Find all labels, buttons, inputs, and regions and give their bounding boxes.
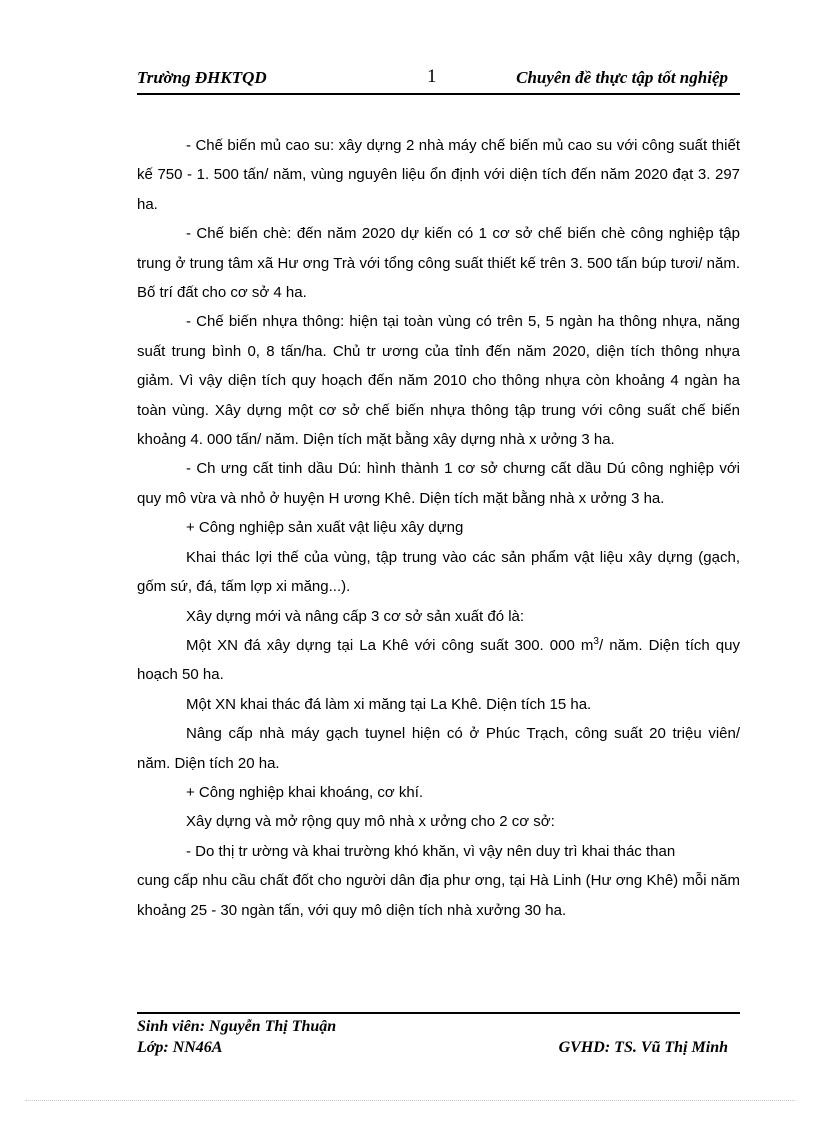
document-body — [137, 131, 740, 925]
header-school: Trường ĐHKTQD — [137, 68, 267, 87]
section-mining: + Công nghiệp khai khoáng, cơ khí. — [186, 783, 424, 801]
footer-advisor: GVHD: TS. Vũ Thị Minh — [558, 1039, 728, 1056]
page-bottom-edge — [25, 1100, 795, 1101]
paragraph-pine-resin: - Chế biến nhựa thông: hiện tại toàn vùng có trên 5, 5 ngàn ha thông nhựa, năng suất trung bình 0, 8 tấn/ha. Chủ tr ương của tỉnh đến năm 2020, diện tích thông nhựa giảm. Vì vậy diện tích quy hoạch đến năm 2010 cho thông nhựa còn khoảng 4 ngàn ha toàn vùng. Xây dựng một cơ sở chế biến nhựa thông tập trung với công suất chế biến khoảng 4. 000 tấn/ năm. Diện tích mặt bằng xây dựng nhà x ưởng 3 ha. — [137, 313, 740, 449]
header-rule — [137, 93, 740, 95]
paragraph-three-facilities: Xây dựng mới và nâng cấp 3 cơ sở sản xuất đó là: — [186, 607, 525, 625]
paragraph-stone-quarry: Một XN đá xây dựng tại La Khê với công suất 300. 000 $m^3/$ năm. Diện tích quy hoạch 50 ha. — [137, 635, 740, 684]
footer-rule — [137, 1012, 740, 1014]
paragraph-coal-line1: - Do thị tr ường và khai trường khó khăn, vì vậy nên duy trì khai thác than — [186, 842, 676, 860]
paragraph-two-facilities: Xây dựng và mở rộng quy mô nhà x ưởng cho 2 cơ sở: — [186, 813, 555, 831]
section-building-materials: + Công nghiệp sản xuất vật liệu xây dựng — [186, 519, 464, 537]
footer-class: Lớp: NN46A — [137, 1039, 223, 1056]
paragraph-tea: - Chế biến chè: đến năm 2020 dự kiến có 1 cơ sở chế biến chè công nghiệp tập trung ở trung tâm xã Hư ơng Trà với tổng công suất thiết kế trên 3. 500 tấn búp tươi/ năm. Bố trí đất cho cơ sở 4 ha. — [137, 225, 740, 302]
paragraph-du-oil: - Ch ưng cất tinh dầu Dú: hình thành 1 cơ sở chưng cất dầu Dú công nghiệp với quy mô vừa và nhỏ ở huyện H ương Khê. Diện tích mặt bằng nhà x ưởng 3 ha. — [137, 460, 740, 507]
paragraph-brick-factory: Nâng cấp nhà máy gạch tuynel hiện có ở Phúc Trạch, công suất 20 triệu viên/ năm. Diện tích 20 ha. — [137, 725, 740, 772]
paragraph-materials-intro: Khai thác lợi thế của vùng, tập trung vào các sản phẩm vật liệu xây dựng (gạch, gốm sứ, đá, tấm lợp xi măng...). — [137, 548, 740, 596]
footer-student: Sinh viên: Nguyễn Thị Thuận — [137, 1018, 337, 1035]
paragraph-coal-rest: cung cấp nhu cầu chất đốt cho người dân địa phư ơng, tại Hà Linh (Hư ơng Khê) mỗi năm khoảng 25 - 30 ngàn tấn, với quy mô diện tích nhà xưởng 30 ha. — [137, 872, 740, 919]
page-number: 1 — [427, 66, 437, 87]
header-report-title: Chuyên đề thực tập tốt nghiệp — [516, 68, 728, 87]
paragraph-cement-stone: Một XN khai thác đá làm xi măng tại La Khê. Diện tích 15 ha. — [186, 695, 592, 713]
page-header — [137, 66, 740, 92]
paragraph-rubber: - Chế biến mủ cao su: xây dựng 2 nhà máy chế biến mủ cao su với công suất thiết kế 750 - 1. 500 tấn/ năm, vùng nguyên liệu ổn định với diện tích đến năm 2020 đạt 3. 297 ha. — [137, 137, 740, 213]
page-footer — [137, 1016, 740, 1058]
